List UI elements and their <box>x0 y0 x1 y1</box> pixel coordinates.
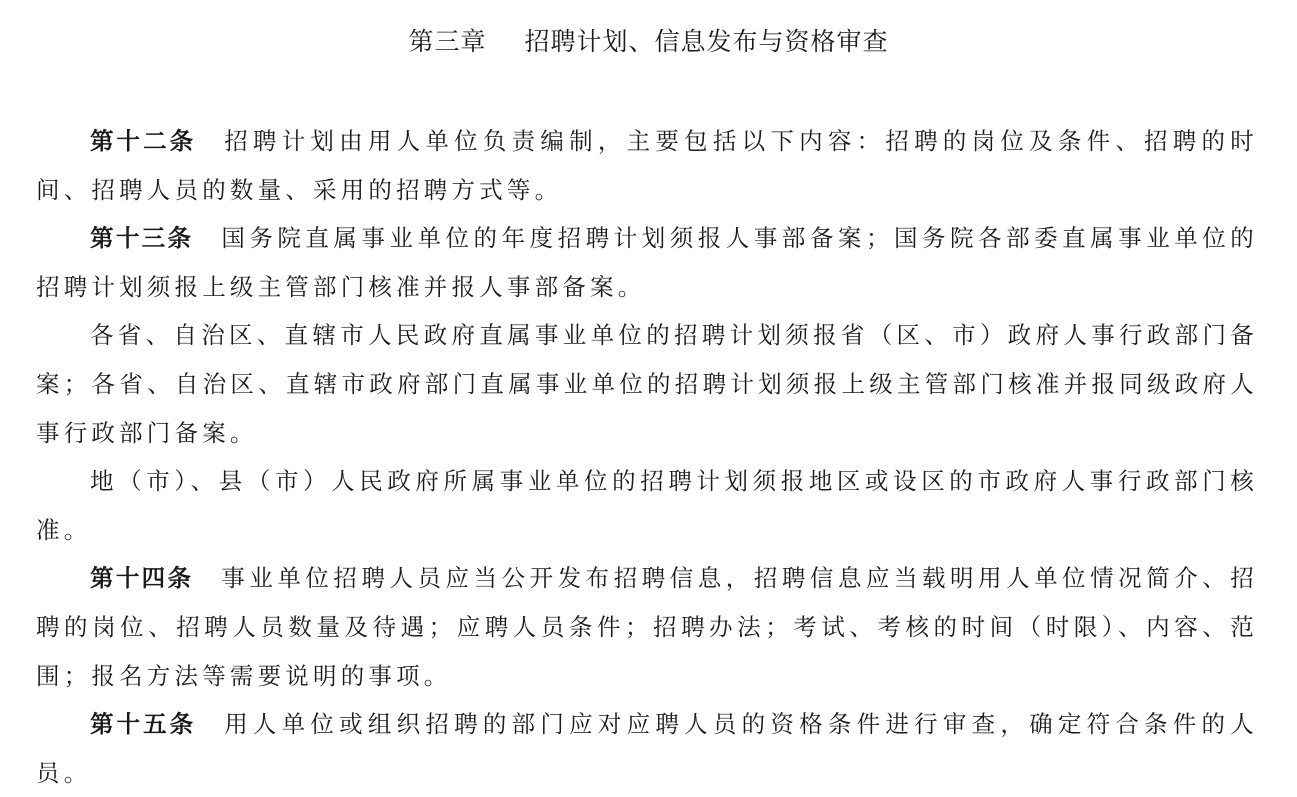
article-label: 第十三条 <box>90 224 194 253</box>
article-label: 第十五条 <box>90 710 197 739</box>
article-12 <box>36 117 1258 214</box>
paragraph-municipal <box>36 457 1258 554</box>
article-text: 用人单位或组织招聘的部门应对应聘人员的资格条件进行审查，确定符合条件的人员。 <box>36 710 1258 787</box>
article-text: 事业单位招聘人员应当公开发布招聘信息，招聘信息应当载明用人单位情况简介、招聘的岗位、招聘人员数量及待遇；应聘人员条件；招聘办法；考试、考核的时间（时限）、内容、范围；报名方法等需要说明的事项。 <box>36 564 1258 690</box>
document-body <box>36 117 1258 797</box>
paragraph-provincial <box>36 311 1258 457</box>
article-label: 第十二条 <box>90 127 197 155</box>
article-14 <box>36 554 1258 700</box>
chapter-heading <box>0 22 1297 62</box>
article-15 <box>36 700 1258 797</box>
paragraph-text: 地（市）、县（市）人民政府所属事业单位的招聘计划须报地区或设区的市政府人事行政部门核准。 <box>36 467 1258 544</box>
article-text: 国务院直属事业单位的年度招聘计划须报人事部备案；国务院各部委直属事业单位的招聘计划须报上级主管部门核准并报人事部备案。 <box>36 224 1258 301</box>
article-13 <box>36 214 1258 311</box>
paragraph-text: 各省、自治区、直辖市人民政府直属事业单位的招聘计划须报省（区、市）政府人事行政部门备案；各省、自治区、直辖市政府部门直属事业单位的招聘计划须报上级主管部门核准并报同级政府人事行政部门备案。 <box>36 321 1258 447</box>
article-label: 第十四条 <box>90 564 194 593</box>
article-text: 招聘计划由用人单位负责编制，主要包括以下内容：招聘的岗位及条件、招聘的时间、招聘人员的数量、采用的招聘方式等。 <box>36 127 1258 204</box>
chapter-number: 第三章 <box>408 27 487 56</box>
chapter-title: 招聘计划、信息发布与资格审查 <box>524 27 889 56</box>
